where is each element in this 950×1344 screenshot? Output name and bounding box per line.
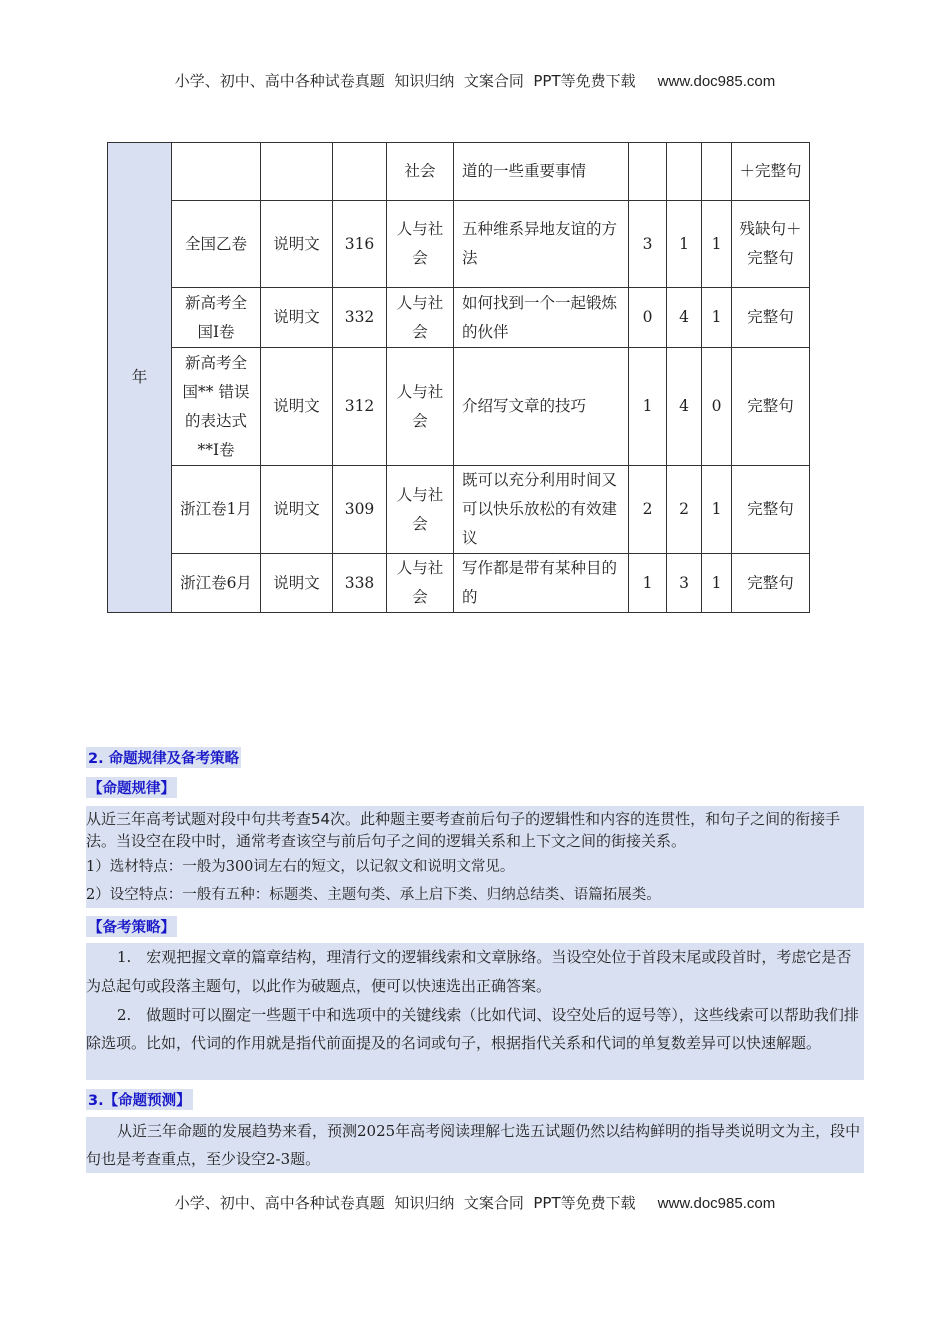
rules-block (86, 806, 864, 908)
count-c-cell: 0 (702, 348, 732, 466)
genre-cell (261, 143, 333, 201)
strategy-item-1: 1. 宏观把握文章的篇章结构，理清行文的逻辑线索和文章脉络。当设空处位于首段末尾或段首时，考虑它是否为总起句或段落主题句，以此作为破题点，便可以快速选出正确答案。 (86, 948, 852, 995)
exam-cell (172, 143, 261, 201)
genre-cell: 说明文 (261, 466, 333, 554)
count-a-cell: 1 (629, 348, 667, 466)
header-url[interactable]: www.doc985.com (657, 73, 776, 90)
count-b-cell (667, 143, 702, 201)
table-row (108, 143, 810, 201)
count-b-cell: 4 (667, 348, 702, 466)
section-2-heading-wrap (86, 747, 864, 768)
count-a-cell: 2 (629, 466, 667, 554)
section-3-heading-wrap (86, 1089, 864, 1110)
year-cell: 年 (108, 143, 172, 613)
page-footer (0, 1192, 950, 1213)
count-b-cell: 3 (667, 554, 702, 613)
count-c-cell (702, 143, 732, 201)
exam-stats-table (107, 142, 810, 613)
exam-cell: 新高考全国I卷 (172, 288, 261, 348)
topic-cell: 写作都是带有某种目的的 (454, 554, 629, 613)
genre-cell: 说明文 (261, 554, 333, 613)
table-row (108, 554, 810, 613)
section-2-title: 2. 命题规律及备考策略 (86, 747, 241, 768)
theme-cell: 人与社会 (387, 554, 454, 613)
section-3-title: 3.【命题预测】 (86, 1089, 193, 1110)
rules-heading: 【命题规律】 (86, 777, 177, 798)
count-c-cell: 1 (702, 288, 732, 348)
exam-cell: 浙江卷1月 (172, 466, 261, 554)
count-a-cell: 3 (629, 201, 667, 288)
strategy-block (86, 943, 864, 1080)
page-header (0, 70, 950, 91)
theme-cell: 社会 (387, 143, 454, 201)
theme-cell: 人与社会 (387, 348, 454, 466)
words-cell: 309 (333, 466, 387, 554)
rules-paragraph: 从近三年高考试题对段中句共考查54次。此种题主要考查前后句子的逻辑性和内容的连贯性，和句子之间的衔接手法。当设空在段中时，通常考查该空与前后句子之间的逻辑关系和上下文之间的街接关系。 (86, 810, 841, 850)
words-cell: 338 (333, 554, 387, 613)
forecast-paragraph: 从近三年命题的发展趋势来看，预测2025年高考阅读理解七选五试题仍然以结构鲜明的指导类说明文为主，段中句也是考查重点，至少设空2-3题。 (86, 1122, 861, 1168)
table-row (108, 466, 810, 554)
rules-heading-wrap (86, 777, 864, 798)
table-row (108, 348, 810, 466)
theme-cell: 人与社会 (387, 201, 454, 288)
rules-item-2: 2）设空特点：一般有五种：标题类、主题句类、承上启下类、归纳总结类、语篇拓展类。 (86, 887, 661, 903)
footer-url[interactable]: www.doc985.com (657, 1195, 776, 1212)
forecast-block (86, 1117, 864, 1173)
strategy-item-2: 2. 做题时可以圈定一些题干中和选项中的关键线索（比如代词、设空处后的逗号等），这些线索可以帮助我们排除选项。比如，代词的作用就是指代前面提及的名词或句子，根据指代关系和代词的单复数差异可以快速解题。 (86, 1006, 859, 1052)
strategy-heading-wrap (86, 916, 864, 937)
theme-cell: 人与社会 (387, 466, 454, 554)
topic-cell: 五种维系异地友谊的方法 (454, 201, 629, 288)
strategy-heading: 【备考策略】 (86, 916, 177, 937)
words-cell: 332 (333, 288, 387, 348)
count-c-cell: 1 (702, 554, 732, 613)
exam-cell: 浙江卷6月 (172, 554, 261, 613)
count-b-cell: 4 (667, 288, 702, 348)
genre-cell: 说明文 (261, 288, 333, 348)
type-cell: 完整句 (732, 348, 810, 466)
count-c-cell: 1 (702, 466, 732, 554)
topic-cell: 如何找到一个一起锻炼的伙伴 (454, 288, 629, 348)
exam-cell: 全国乙卷 (172, 201, 261, 288)
footer-text: 小学、初中、高中各种试卷真题 知识归纳 文案合同 PPT等免费下载 (174, 1194, 636, 1212)
count-a-cell: 1 (629, 554, 667, 613)
words-cell (333, 143, 387, 201)
type-cell: 残缺句＋完整句 (732, 201, 810, 288)
topic-cell: 介绍写文章的技巧 (454, 348, 629, 466)
genre-cell: 说明文 (261, 201, 333, 288)
table-row (108, 288, 810, 348)
genre-cell: 说明文 (261, 348, 333, 466)
topic-cell: 道的一些重要事情 (454, 143, 629, 201)
header-text: 小学、初中、高中各种试卷真题 知识归纳 文案合同 PPT等免费下载 (174, 72, 636, 90)
type-cell: 完整句 (732, 554, 810, 613)
count-b-cell: 2 (667, 466, 702, 554)
table-row (108, 201, 810, 288)
type-cell: 完整句 (732, 288, 810, 348)
words-cell: 316 (333, 201, 387, 288)
type-cell: 完整句 (732, 466, 810, 554)
count-c-cell: 1 (702, 201, 732, 288)
count-a-cell (629, 143, 667, 201)
rules-item-1: 1）选材特点：一般为300词左右的短文，以记叙文和说明文常见。 (86, 859, 515, 875)
type-cell: ＋完整句 (732, 143, 810, 201)
topic-cell: 既可以充分利用时间又可以快乐放松的有效建议 (454, 466, 629, 554)
count-a-cell: 0 (629, 288, 667, 348)
exam-cell: 新高考全国** 错误的表达式 **I卷 (172, 348, 261, 466)
theme-cell: 人与社会 (387, 288, 454, 348)
words-cell: 312 (333, 348, 387, 466)
count-b-cell: 1 (667, 201, 702, 288)
